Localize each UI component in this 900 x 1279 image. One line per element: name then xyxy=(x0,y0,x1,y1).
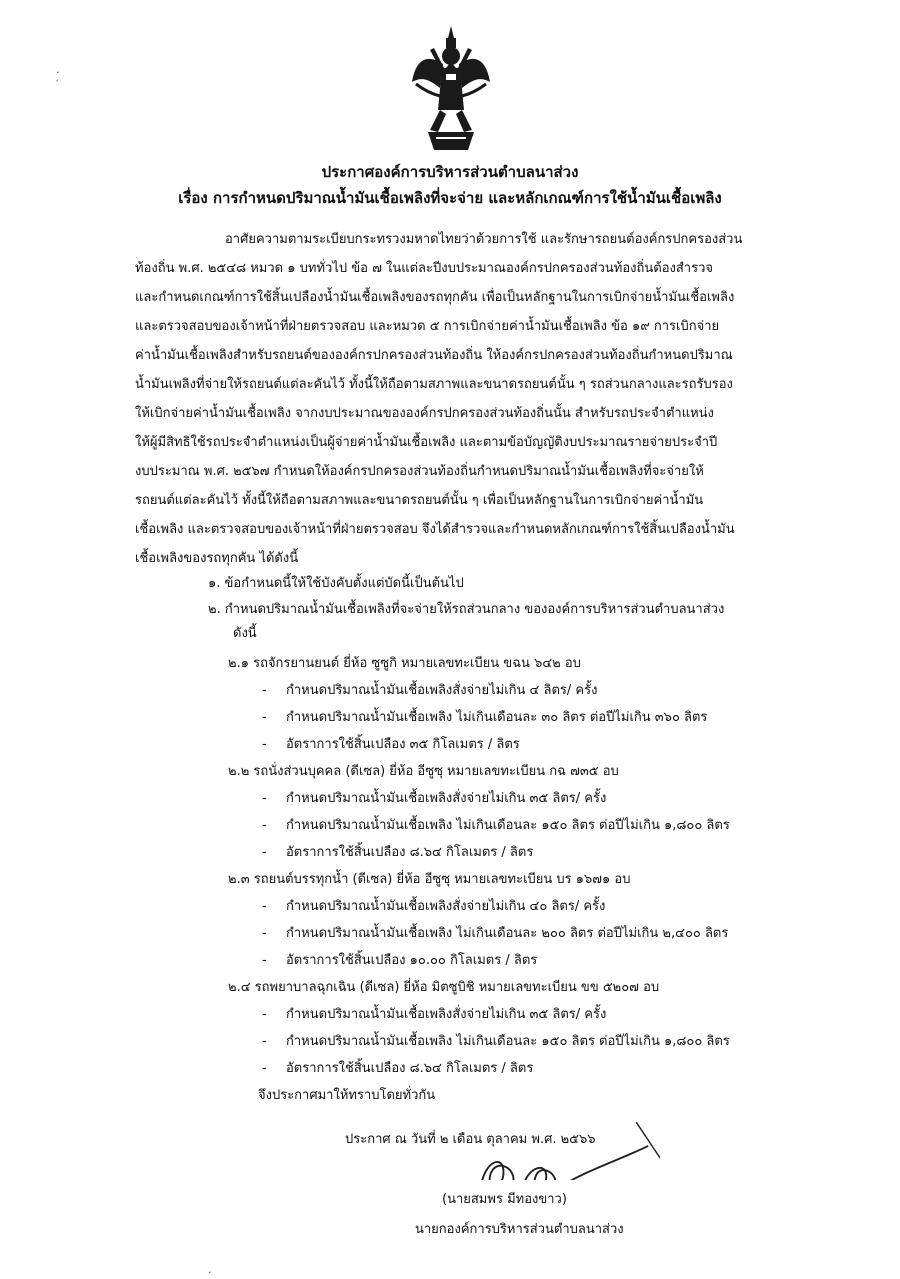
vehicle-heading: ๒.๓ รถยนต์บรรทุกน้ำ (ดีเซล) ยี่ห้อ อีซูซุ หมายเลขทะเบียน บร ๑๖๗๑ อบ xyxy=(228,872,631,887)
vehicle-heading: ๒.๑ รถจักรยานยนต์ ยี่ห้อ ซูซูกิ หมายเลขทะเบียน ขฉน ๖๔๒ อบ xyxy=(228,656,581,671)
body-line: และตรวจสอบของเจ้าหน้าที่ฝ่ายตรวจสอบ และหมวด ๕ การเบิกจ่ายค่าน้ำมันเชื้อเพลิง ข้อ ๑๙ การเบิกจ่าย xyxy=(135,319,720,334)
vehicle-detail: - อัตราการใช้สิ้นเปลือง ๓๕ กิโลเมตร / ลิตร xyxy=(262,737,520,752)
body-line: ให้เบิกจ่ายค่าน้ำมันเชื้อเพลิง จากงบประมาณขององค์กรปกครองส่วนท้องถิ่นนั้น สำหรับรถประจำตำแหน่ง xyxy=(135,406,714,421)
clause-2-continuation: ดังนี้ xyxy=(233,626,257,641)
vehicle-detail: - กำหนดปริมาณน้ำมันเชื้อเพลิง ไม่เกินเดือนละ ๓๐ ลิตร ต่อปีไม่เกิน ๓๖๐ ลิตร xyxy=(262,710,708,725)
scan-speck: ˊ xyxy=(54,78,60,91)
clause-1: ๑. ข้อกำหนดนี้ให้ใช้บังคับตั้งแต่บัดนี้เป็นต้นไป xyxy=(208,576,464,591)
clause-2: ๒. กำหนดปริมาณน้ำมันเชื้อเพลิงที่จะจ่ายให้รถส่วนกลาง ขององค์การบริหารส่วนตำบลนาส่วง xyxy=(208,602,725,617)
vehicle-detail: - กำหนดปริมาณน้ำมันเชื้อเพลิง ไม่เกินเดือนละ ๒๐๐ ลิตร ต่อปีไม่เกิน ๒,๔๐๐ ลิตร xyxy=(262,926,729,941)
body-line: น้ำมันเพลิงที่จ่ายให้รถยนต์แต่ละคันไว้ ทั้งนี้ให้ถือตามสภาพและขนาดรถยนต์นั้น ๆ รถส่วนกลางและรถรับรอง xyxy=(135,377,733,392)
body-line: ท้องถิ่น พ.ศ. ๒๕๔๘ หมวด ๑ บททั่วไป ข้อ ๗ ในแต่ละปีงบประมาณองค์กรปกครองส่วนท้องถิ่นต้องสำรวจ xyxy=(135,261,713,276)
scan-speck: · xyxy=(56,66,60,79)
body-line: รถยนต์แต่ละคันไว้ ทั้งนี้ให้ถือตามสภาพและขนาดรถยนต์นั้น ๆ เพื่อเป็นหลักฐานในการเบิกจ่ายค่าน้ำมัน xyxy=(135,493,704,508)
body-line: อาศัยความตามระเบียบกระทรวงมหาดไทยว่าด้วยการใช้ และรักษารถยนต์องค์กรปกครองส่วน xyxy=(225,232,743,247)
scan-speck: · xyxy=(208,1266,212,1279)
garuda-emblem-icon xyxy=(410,24,492,154)
signer-title: นายกองค์การบริหารส่วนตำบลนาส่วง xyxy=(415,1222,624,1237)
body-line: ให้ผู้มีสิทธิใช้รถประจำตำแหน่งเป็นผู้จ่ายค่าน้ำมันเชื้อเพลิง และตามข้อบัญญัติงบประมาณรายจ่ายประจำปี xyxy=(135,435,718,450)
body-line: เชื้อเพลิง และตรวจสอบของเจ้าหน้าที่ฝ่ายตรวจสอบ จึงได้สำรวจและกำหนดหลักเกณฑ์การใช้สิ้นเปลืองน้ำมัน xyxy=(135,522,735,537)
vehicle-heading: ๒.๔ รถพยาบาลฉุกเฉิน (ดีเซล) ยี่ห้อ มิตซูบิชิ หมายเลขทะเบียน ขข ๕๒๐๗ อบ xyxy=(228,980,660,995)
vehicle-detail: - อัตราการใช้สิ้นเปลือง ๑๐.๐๐ กิโลเมตร / ลิตร xyxy=(262,953,538,968)
vehicle-detail: - กำหนดปริมาณน้ำมันเชื้อเพลิง ไม่เกินเดือนละ ๑๕๐ ลิตร ต่อปีไม่เกิน ๑,๘๐๐ ลิตร xyxy=(262,818,730,833)
body-line: เชื้อเพลิงของรถทุกคัน ได้ดังนี้ xyxy=(135,551,299,566)
body-line: และกำหนดเกณฑ์การใช้สิ้นเปลืองน้ำมันเชื้อเพลิงของรถทุกคัน เพื่อเป็นหลักฐานในการเบิกจ่ายน้ำมันเชื้อเพลิง xyxy=(135,290,735,305)
body-line: ค่าน้ำมันเชื้อเพลิงสำหรับรถยนต์ขององค์กรปกครองส่วนท้องถิ่น ให้องค์กรปกครองส่วนท้องถิ่นกำหนดปริมาณ xyxy=(135,348,733,363)
vehicle-detail: - กำหนดปริมาณน้ำมันเชื้อเพลิง ไม่เกินเดือนละ ๑๕๐ ลิตร ต่อปีไม่เกิน ๑,๘๐๐ ลิตร xyxy=(262,1034,730,1049)
body-line: งบประมาณ พ.ศ. ๒๕๖๗ กำหนดให้องค์กรปกครองส่วนท้องถิ่นกำหนดปริมาณน้ำมันเชื้อเพลิงที่จะจ่ายให้ xyxy=(135,464,704,479)
vehicle-detail: - กำหนดปริมาณน้ำมันเชื้อเพลิงสั่งจ่ายไม่เกิน ๔๐ ลิตร/ ครั้ง xyxy=(262,899,606,914)
vehicle-detail: - อัตราการใช้สิ้นเปลือง ๘.๖๔ กิโลเมตร / ลิตร xyxy=(262,845,534,860)
vehicle-detail: - กำหนดปริมาณน้ำมันเชื้อเพลิงสั่งจ่ายไม่เกิน ๓๕ ลิตร/ ครั้ง xyxy=(262,1007,607,1022)
vehicle-detail: - กำหนดปริมาณน้ำมันเชื้อเพลิงสั่งจ่ายไม่เกิน ๔ ลิตร/ ครั้ง xyxy=(262,683,598,698)
vehicle-detail: - กำหนดปริมาณน้ำมันเชื้อเพลิงสั่งจ่ายไม่เกิน ๓๕ ลิตร/ ครั้ง xyxy=(262,791,607,806)
vehicle-heading: ๒.๒ รถนั่งส่วนบุคคล (ดีเซล) ยี่ห้อ อีซูซุ หมายเลขทะเบียน กฉ ๗๓๕ อบ xyxy=(228,764,619,779)
vehicle-detail: - อัตราการใช้สิ้นเปลือง ๘.๖๔ กิโลเมตร / ลิตร xyxy=(262,1061,534,1076)
announcement-date: ประกาศ ณ วันที่ ๒ เดือน ตุลาคม พ.ศ. ๒๕๖๖ xyxy=(345,1132,596,1147)
signature-icon xyxy=(470,1100,660,1180)
closing-statement: จึงประกาศมาให้ทราบโดยทั่วกัน xyxy=(258,1088,436,1103)
announcement-subject: เรื่อง การกำหนดปริมาณน้ำมันเชื้อเพลิงที่จะจ่าย และหลักเกณฑ์การใช้น้ำมันเชื้อเพลิง xyxy=(178,189,722,207)
signer-name: (นายสมพร มีทองขาว) xyxy=(442,1192,567,1207)
announcement-title: ประกาศองค์การบริหารส่วนตำบลนาส่วง xyxy=(321,163,579,181)
